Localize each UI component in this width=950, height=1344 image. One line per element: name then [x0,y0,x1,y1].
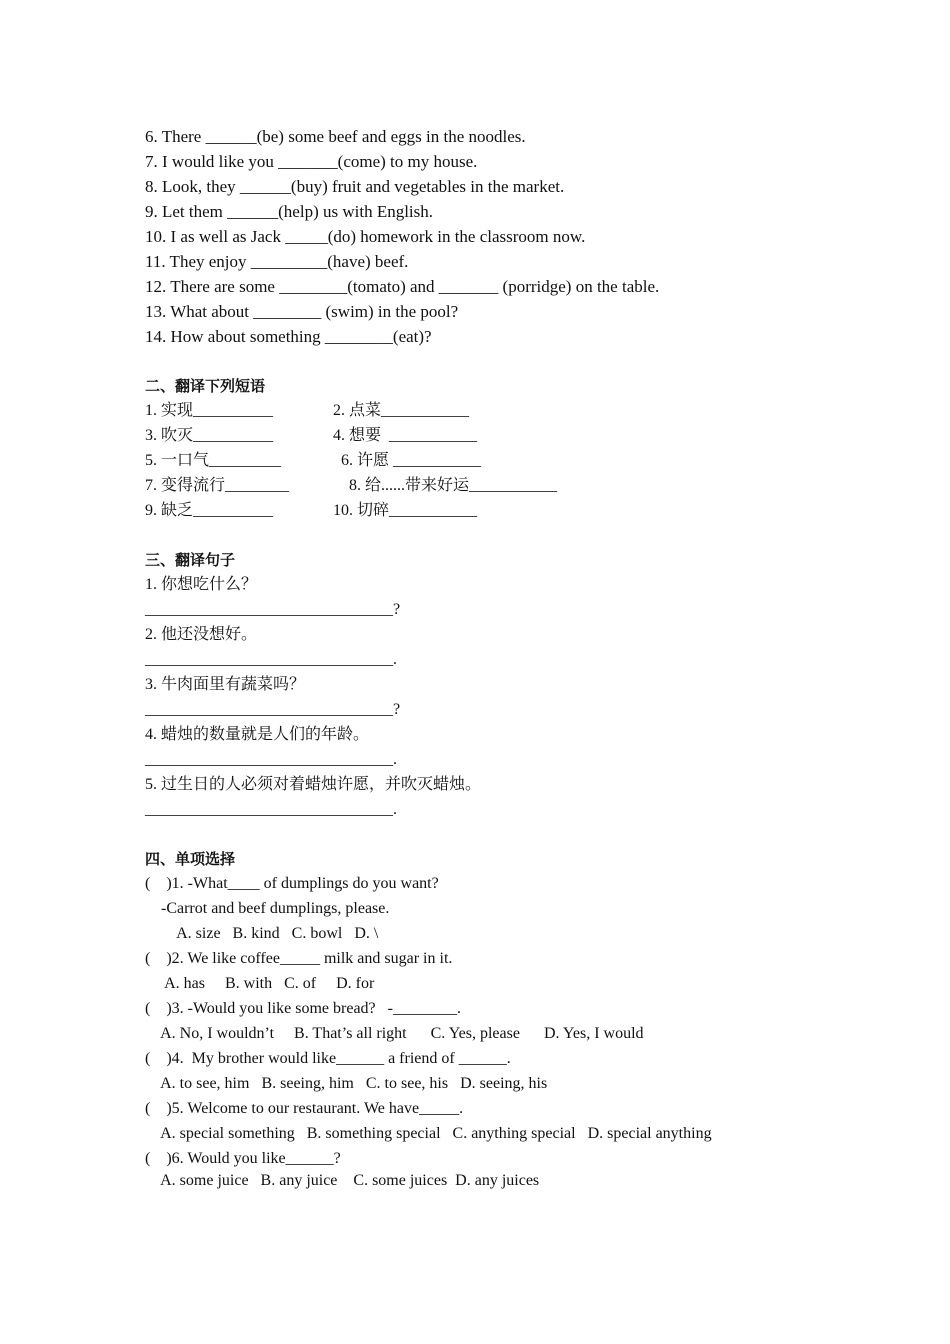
mc-2-question: ( )2. We like coffee_____ milk and sugar in it. [145,950,453,967]
sentence-1-question: 1. 你想吃什么？ [145,576,258,593]
fill-item-14: 14. How about something ________(eat)? [145,327,432,346]
mc-2-options: A. has B. with C. of D. for [145,975,375,992]
phrase-5: 5. 一口气_________ [145,452,282,469]
fill-item-11: 11. They enjoy _________(have) beef. [145,252,409,271]
fill-item-10: 10. I as well as Jack _____(do) homework in the classroom now. [145,227,586,246]
mc-6-options: A. some juice B. any juice C. some juices D. any juices [145,1172,540,1189]
fill-item-9: 9. Let them ______(help) us with English. [145,202,434,221]
mc-1-answer-text: -Carrot and beef dumplings, please. [145,900,390,917]
phrase-1: 1. 实现__________ [145,402,274,419]
mc-3-options: A. No, I wouldn’t B. That’s all right C. Yes, please D. Yes, I would [145,1025,644,1042]
phrase-8: 8. 给......带来好运___________ [349,477,558,494]
sentence-2-question: 2. 他还没想好。 [145,626,258,643]
fill-item-13: 13. What about ________ (swim) in the pool? [145,302,459,321]
sentence-5-answer-line: _______________________________. [145,801,397,818]
mc-5-question: ( )5. Welcome to our restaurant. We have_____. [145,1100,464,1117]
sentence-2-answer-line: _______________________________. [145,651,397,668]
fill-item-8: 8. Look, they ______(buy) fruit and vegetables in the market. [145,177,565,196]
section2-title: 二、翻译下列短语 [145,377,266,395]
mc-4-options: A. to see, him B. seeing, him C. to see, his D. seeing, his [145,1075,548,1092]
mc-1-question: ( )1. -What____ of dumplings do you want? [145,875,439,892]
sentence-4-answer-line: _______________________________. [145,751,397,768]
fill-item-6: 6. There ______(be) some beef and eggs in the noodles. [145,127,526,146]
phrase-6: 6. 许愿 ___________ [341,452,482,469]
phrase-10: 10. 切碎___________ [333,502,478,519]
section4-title: 四、单项选择 [145,850,236,868]
phrase-9: 9. 缺乏__________ [145,502,274,519]
sentence-3-answer-line: _______________________________? [145,701,401,718]
phrase-2: 2. 点菜___________ [333,402,470,419]
sentence-3-question: 3. 牛肉面里有蔬菜吗？ [145,676,306,693]
phrase-3: 3. 吹灭__________ [145,427,274,444]
sentence-5-question: 5. 过生日的人必须对着蜡烛许愿，并吹灭蜡烛。 [145,776,482,793]
mc-1-options: A. size B. kind C. bowl D. \ [145,925,379,942]
mc-4-question: ( )4. My brother would like______ a friend of ______. [145,1050,511,1067]
mc-6-question: ( )6. Would you like______? [145,1150,341,1167]
sentence-4-question: 4. 蜡烛的数量就是人们的年龄。 [145,726,370,743]
fill-item-7: 7. I would like you _______(come) to my house. [145,152,478,171]
phrase-4: 4. 想要 ___________ [333,427,478,444]
section3-title: 三、翻译句子 [145,551,236,569]
sentence-1-answer-line: _______________________________? [145,601,401,618]
mc-5-options: A. special something B. something special C. anything special D. special anything [145,1125,712,1142]
mc-3-question: ( )3. -Would you like some bread? -________. [145,1000,461,1017]
fill-item-12: 12. There are some ________(tomato) and _______ (porridge) on the table. [145,277,660,296]
phrase-7: 7. 变得流行________ [145,477,290,494]
